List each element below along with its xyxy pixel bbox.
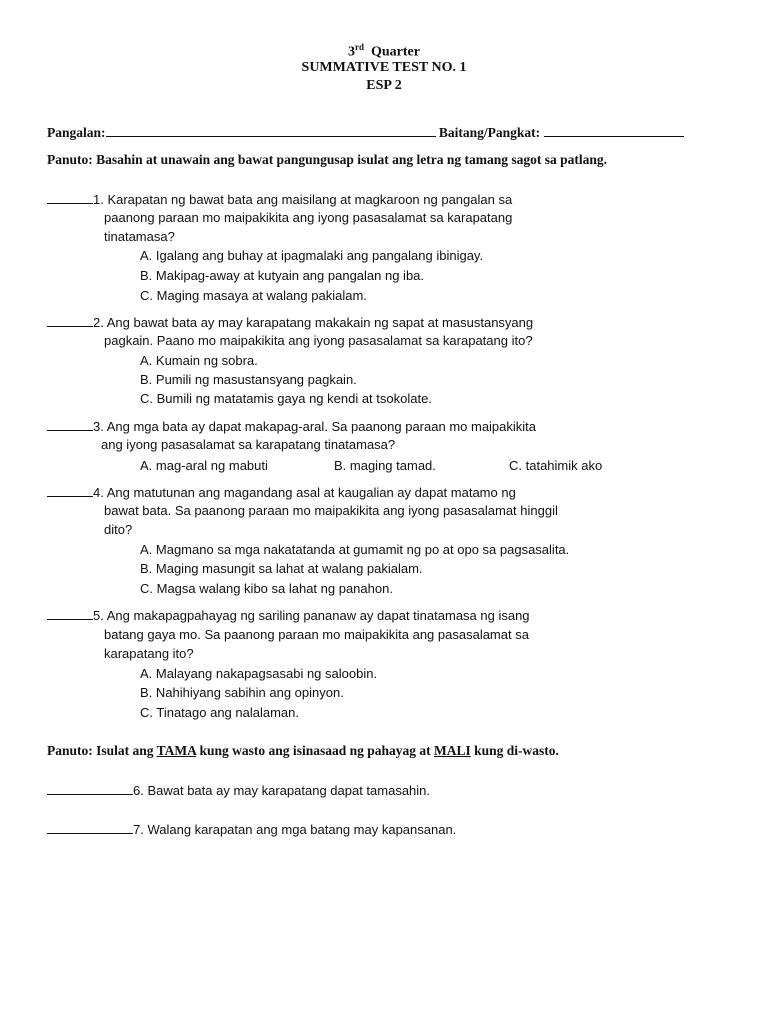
question-5 — [47, 607, 530, 623]
choice-1b: B. Makipag-away at kutyain ang pangalan ng iba. — [140, 268, 425, 283]
name-blank[interactable] — [106, 124, 436, 137]
choice-5c: C. Tinatago ang nalalaman. — [140, 705, 299, 720]
grade-label: Baitang/Pangkat: — [438, 125, 541, 140]
question-3 — [47, 418, 536, 434]
question-1-line-3: tinatamasa? — [104, 229, 175, 244]
question-4 — [47, 484, 516, 500]
question-2-line-1: 2. Ang bawat bata ay may karapatang makakain ng sapat at masustansyang — [93, 315, 534, 330]
answer-blank-4[interactable] — [47, 484, 93, 497]
question-2-line-2: pagkain. Paano mo maipakikita ang iyong pasasalamat sa karapatang ito? — [104, 333, 533, 348]
question-1-line-2: paanong paraan mo maipakikita ang iyong pasasalamat sa karapatang — [104, 210, 513, 225]
choice-1c: C. Maging masaya at walang pakialam. — [140, 288, 367, 303]
directions-2 — [47, 743, 559, 759]
question-5-line-3: karapatang ito? — [104, 646, 194, 661]
directions-1: Panuto: Basahin at unawain ang bawat pangungusap isulat ang letra ng tamang sagot sa patlang. — [47, 152, 608, 167]
choice-5b: B. Nahihiyang sabihin ang opinyon. — [140, 685, 344, 700]
choice-2a: A. Kumain ng sobra. — [140, 353, 258, 368]
tf-item-7-text: 7. Walang karapatan ang mga batang may kapansanan. — [133, 822, 457, 837]
quarter-heading — [0, 42, 768, 61]
answer-blank-1[interactable] — [47, 191, 93, 204]
choice-3a: A. mag-aral ng mabuti — [140, 458, 268, 473]
choice-4c: C. Magsa walang kibo sa lahat ng panahon. — [140, 581, 393, 596]
choice-3b: B. maging tamad. — [334, 458, 436, 473]
mali-keyword: MALI — [433, 743, 471, 758]
quarter-ordinal: rd — [355, 42, 364, 52]
question-1-line-1: 1. Karapatan ng bawat bata ang maisilang at magkaroon ng pangalan sa — [93, 192, 513, 207]
question-4-line-2: bawat bata. Sa paanong paraan mo maipakikita ang iyong pasasalamat hinggil — [104, 503, 558, 518]
question-2 — [47, 314, 533, 330]
question-1 — [47, 191, 512, 207]
directions-2-part-3: kung di-wasto. — [470, 743, 559, 758]
directions-2-part-1: Panuto: Isulat ang — [47, 743, 157, 758]
name-row — [47, 124, 684, 141]
quarter-word: Quarter — [371, 44, 420, 60]
answer-blank-6[interactable] — [47, 782, 133, 795]
choice-2c: C. Bumili ng matatamis gaya ng kendi at tsokolate. — [140, 391, 432, 406]
question-3-line-2: ang iyong pasasalamat sa karapatang tinatamasa? — [101, 437, 396, 452]
tf-item-6-text: 6. Bawat bata ay may karapatang dapat tamasahin. — [133, 783, 431, 798]
grade-blank[interactable] — [544, 124, 684, 137]
question-5-line-2: batang gaya mo. Sa paanong paraan mo maipakikita ang pasasalamat sa — [104, 627, 529, 642]
choice-2b: B. Pumili ng masustansyang pagkain. — [140, 372, 357, 387]
answer-blank-5[interactable] — [47, 607, 93, 620]
choice-4a: A. Magmano sa mga nakatatanda at gumamit ng po at opo sa pagsasalita. — [140, 542, 570, 557]
quarter-number: 3 — [348, 44, 355, 60]
tf-item-6 — [47, 782, 430, 798]
question-3-line-1: 3. Ang mga bata ay dapat makapag-aral. Sa paanong paraan mo maipakikita — [93, 419, 537, 434]
subject-title: ESP 2 — [366, 78, 402, 93]
question-5-line-1: 5. Ang makapagpahayag ng sariling pananaw ay dapat tinatamasa ng isang — [93, 608, 530, 623]
choice-5a: A. Malayang nakapagsasabi ng saloobin. — [140, 666, 378, 681]
answer-blank-3[interactable] — [47, 418, 93, 431]
choice-1a: A. Igalang ang buhay at ipagmalaki ang pangalang ibinigay. — [140, 248, 484, 263]
directions-2-part-2: kung wasto ang isinasaad ng pahayag at — [196, 743, 434, 758]
tama-keyword: TAMA — [156, 743, 197, 758]
question-4-line-1: 4. Ang matutunan ang magandang asal at kaugalian ay dapat matamo ng — [93, 485, 516, 500]
name-label: Pangalan: — [47, 125, 106, 140]
answer-blank-2[interactable] — [47, 314, 93, 327]
answer-blank-7[interactable] — [47, 821, 133, 834]
choice-4b: B. Maging masungit sa lahat at walang pakialam. — [140, 561, 423, 576]
tf-item-7 — [47, 821, 456, 837]
choice-3c: C. tatahimik ako — [509, 458, 603, 473]
question-4-line-3: dito? — [104, 522, 133, 537]
test-title: SUMMATIVE TEST NO. 1 — [301, 60, 467, 75]
